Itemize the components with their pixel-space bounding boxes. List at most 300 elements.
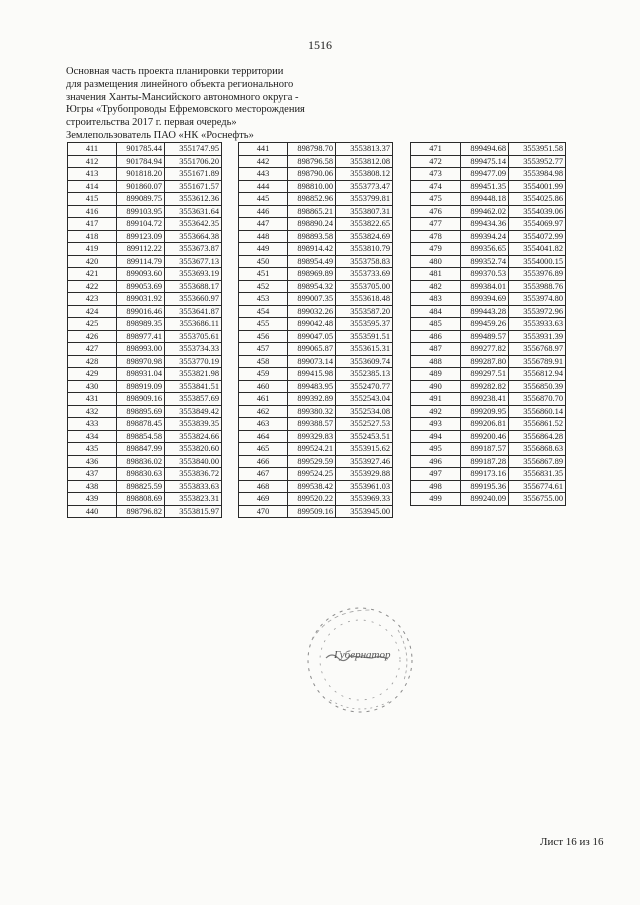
x-coordinate-cell: 899388.57 bbox=[288, 418, 336, 431]
y-coordinate-cell: 3553705.61 bbox=[165, 330, 222, 343]
point-number-cell: 453 bbox=[239, 293, 288, 306]
table-row bbox=[411, 418, 566, 431]
x-coordinate-cell: 899448.18 bbox=[461, 193, 509, 206]
table-row bbox=[68, 455, 222, 468]
y-coordinate-cell: 3553933.63 bbox=[509, 318, 566, 331]
table-row bbox=[68, 330, 222, 343]
point-number-cell: 413 bbox=[68, 168, 117, 181]
x-coordinate-cell: 899394.69 bbox=[461, 293, 509, 306]
point-number-cell: 475 bbox=[411, 193, 461, 206]
x-coordinate-cell: 899370.53 bbox=[461, 268, 509, 281]
x-coordinate-cell: 898954.49 bbox=[288, 255, 336, 268]
table-row bbox=[411, 430, 566, 443]
y-coordinate-cell: 3553974.80 bbox=[509, 293, 566, 306]
heading-line: Основная часть проекта планировки территории bbox=[66, 66, 284, 77]
point-number-cell: 429 bbox=[68, 368, 117, 381]
y-coordinate-cell: 3553815.97 bbox=[165, 505, 222, 518]
x-coordinate-cell: 899384.01 bbox=[461, 280, 509, 293]
y-coordinate-cell: 3553773.47 bbox=[336, 180, 393, 193]
y-coordinate-cell: 3553641.87 bbox=[165, 305, 222, 318]
x-coordinate-cell: 899114.79 bbox=[117, 255, 165, 268]
table-row bbox=[239, 368, 393, 381]
table-row bbox=[68, 355, 222, 368]
y-coordinate-cell: 3553807.31 bbox=[336, 205, 393, 218]
y-coordinate-cell: 3553595.37 bbox=[336, 318, 393, 331]
table-row bbox=[239, 205, 393, 218]
x-coordinate-cell: 899415.98 bbox=[288, 368, 336, 381]
table-row bbox=[411, 405, 566, 418]
table-row bbox=[68, 430, 222, 443]
y-coordinate-cell: 3553945.00 bbox=[336, 505, 393, 518]
x-coordinate-cell: 899329.83 bbox=[288, 430, 336, 443]
y-coordinate-cell: 3552527.53 bbox=[336, 418, 393, 431]
point-number-cell: 460 bbox=[239, 380, 288, 393]
y-coordinate-cell: 3554041.82 bbox=[509, 243, 566, 256]
point-number-cell: 498 bbox=[411, 480, 461, 493]
table-row bbox=[411, 330, 566, 343]
table-row bbox=[68, 268, 222, 281]
y-coordinate-cell: 3553833.63 bbox=[165, 480, 222, 493]
sheet-footer: Лист 16 из 16 bbox=[540, 836, 604, 848]
x-coordinate-cell: 898865.21 bbox=[288, 205, 336, 218]
y-coordinate-cell: 3553631.64 bbox=[165, 205, 222, 218]
y-coordinate-cell: 3556774.61 bbox=[509, 480, 566, 493]
table-row bbox=[68, 418, 222, 431]
point-number-cell: 463 bbox=[239, 418, 288, 431]
table-row bbox=[68, 443, 222, 456]
table-row bbox=[68, 505, 222, 518]
point-number-cell: 478 bbox=[411, 230, 461, 243]
y-coordinate-cell: 3554000.15 bbox=[509, 255, 566, 268]
y-coordinate-cell: 3553976.89 bbox=[509, 268, 566, 281]
point-number-cell: 489 bbox=[411, 368, 461, 381]
table-row bbox=[68, 305, 222, 318]
x-coordinate-cell: 898993.00 bbox=[117, 343, 165, 356]
x-coordinate-cell: 899394.24 bbox=[461, 230, 509, 243]
page-number: 1516 bbox=[308, 38, 332, 52]
table-row bbox=[68, 205, 222, 218]
table-row bbox=[239, 493, 393, 506]
x-coordinate-cell: 898790.06 bbox=[288, 168, 336, 181]
point-number-cell: 449 bbox=[239, 243, 288, 256]
point-number-cell: 433 bbox=[68, 418, 117, 431]
y-coordinate-cell: 3553664.38 bbox=[165, 230, 222, 243]
point-number-cell: 461 bbox=[239, 393, 288, 406]
x-coordinate-cell: 899187.28 bbox=[461, 455, 509, 468]
point-number-cell: 432 bbox=[68, 405, 117, 418]
table-row bbox=[68, 193, 222, 206]
point-number-cell: 496 bbox=[411, 455, 461, 468]
table-row bbox=[239, 405, 393, 418]
point-number-cell: 424 bbox=[68, 305, 117, 318]
x-coordinate-cell: 899065.87 bbox=[288, 343, 336, 356]
y-coordinate-cell: 3553812.08 bbox=[336, 155, 393, 168]
point-number-cell: 418 bbox=[68, 230, 117, 243]
point-number-cell: 477 bbox=[411, 218, 461, 231]
table-row bbox=[239, 268, 393, 281]
point-number-cell: 415 bbox=[68, 193, 117, 206]
point-number-cell: 441 bbox=[239, 143, 288, 156]
table-row bbox=[239, 193, 393, 206]
x-coordinate-cell: 899451.35 bbox=[461, 180, 509, 193]
y-coordinate-cell: 3553799.81 bbox=[336, 193, 393, 206]
y-coordinate-cell: 3553822.65 bbox=[336, 218, 393, 231]
x-coordinate-cell: 898890.24 bbox=[288, 218, 336, 231]
y-coordinate-cell: 3556870.70 bbox=[509, 393, 566, 406]
y-coordinate-cell: 3551747.95 bbox=[165, 143, 222, 156]
x-coordinate-cell: 899007.35 bbox=[288, 293, 336, 306]
y-coordinate-cell: 3551706.20 bbox=[165, 155, 222, 168]
table-row bbox=[239, 243, 393, 256]
x-coordinate-cell: 899173.16 bbox=[461, 468, 509, 481]
point-number-cell: 465 bbox=[239, 443, 288, 456]
x-coordinate-cell: 901784.94 bbox=[117, 155, 165, 168]
y-coordinate-cell: 3553660.97 bbox=[165, 293, 222, 306]
coordinates-table-2 bbox=[238, 142, 393, 518]
table-row bbox=[411, 305, 566, 318]
table-row bbox=[411, 480, 566, 493]
point-number-cell: 499 bbox=[411, 493, 461, 506]
table-row bbox=[411, 230, 566, 243]
point-number-cell: 447 bbox=[239, 218, 288, 231]
y-coordinate-cell: 3553927.46 bbox=[336, 455, 393, 468]
point-number-cell: 434 bbox=[68, 430, 117, 443]
x-coordinate-cell: 899238.41 bbox=[461, 393, 509, 406]
table-row bbox=[411, 255, 566, 268]
y-coordinate-cell: 3553642.35 bbox=[165, 218, 222, 231]
x-coordinate-cell: 899524.21 bbox=[288, 443, 336, 456]
point-number-cell: 450 bbox=[239, 255, 288, 268]
y-coordinate-cell: 3553823.31 bbox=[165, 493, 222, 506]
table-row bbox=[239, 480, 393, 493]
point-number-cell: 435 bbox=[68, 443, 117, 456]
y-coordinate-cell: 3552453.51 bbox=[336, 430, 393, 443]
x-coordinate-cell: 899016.46 bbox=[117, 305, 165, 318]
point-number-cell: 495 bbox=[411, 443, 461, 456]
x-coordinate-cell: 898854.58 bbox=[117, 430, 165, 443]
table-row bbox=[68, 280, 222, 293]
table-row bbox=[411, 455, 566, 468]
point-number-cell: 459 bbox=[239, 368, 288, 381]
x-coordinate-cell: 899509.16 bbox=[288, 505, 336, 518]
table-row bbox=[68, 230, 222, 243]
x-coordinate-cell: 899053.69 bbox=[117, 280, 165, 293]
point-number-cell: 471 bbox=[411, 143, 461, 156]
x-coordinate-cell: 899187.57 bbox=[461, 443, 509, 456]
x-coordinate-cell: 899200.46 bbox=[461, 430, 509, 443]
table-row bbox=[239, 355, 393, 368]
table-row bbox=[239, 155, 393, 168]
y-coordinate-cell: 3556868.63 bbox=[509, 443, 566, 456]
table-row bbox=[239, 143, 393, 156]
y-coordinate-cell: 3553824.66 bbox=[165, 430, 222, 443]
heading-line: значения Ханты-Мансийского автономного округа - bbox=[66, 91, 299, 103]
table-row bbox=[68, 155, 222, 168]
x-coordinate-cell: 899392.89 bbox=[288, 393, 336, 406]
y-coordinate-cell: 3556860.14 bbox=[509, 405, 566, 418]
coordinates-table-1 bbox=[67, 142, 222, 518]
point-number-cell: 479 bbox=[411, 243, 461, 256]
table-row bbox=[239, 305, 393, 318]
table-row bbox=[411, 193, 566, 206]
table-row bbox=[411, 293, 566, 306]
point-number-cell: 467 bbox=[239, 468, 288, 481]
x-coordinate-cell: 899443.28 bbox=[461, 305, 509, 318]
point-number-cell: 446 bbox=[239, 205, 288, 218]
table-row bbox=[411, 368, 566, 381]
official-seal-stamp bbox=[300, 600, 420, 720]
point-number-cell: 494 bbox=[411, 430, 461, 443]
table-row bbox=[411, 443, 566, 456]
point-number-cell: 430 bbox=[68, 380, 117, 393]
x-coordinate-cell: 899287.80 bbox=[461, 355, 509, 368]
point-number-cell: 497 bbox=[411, 468, 461, 481]
heading-line: Югры «Трубопроводы Ефремовского месторождения bbox=[66, 104, 305, 116]
table-row bbox=[68, 318, 222, 331]
point-number-cell: 458 bbox=[239, 355, 288, 368]
y-coordinate-cell: 3554069.97 bbox=[509, 218, 566, 231]
x-coordinate-cell: 898931.04 bbox=[117, 368, 165, 381]
y-coordinate-cell: 3553758.83 bbox=[336, 255, 393, 268]
x-coordinate-cell: 899529.59 bbox=[288, 455, 336, 468]
table-row bbox=[239, 180, 393, 193]
y-coordinate-cell: 3556812.94 bbox=[509, 368, 566, 381]
x-coordinate-cell: 901785.44 bbox=[117, 143, 165, 156]
y-coordinate-cell: 3554025.86 bbox=[509, 193, 566, 206]
point-number-cell: 473 bbox=[411, 168, 461, 181]
y-coordinate-cell: 3553810.79 bbox=[336, 243, 393, 256]
x-coordinate-cell: 898969.89 bbox=[288, 268, 336, 281]
point-number-cell: 468 bbox=[239, 480, 288, 493]
x-coordinate-cell: 898796.82 bbox=[117, 505, 165, 518]
table-row bbox=[239, 505, 393, 518]
heading-line: строительства 2017 г. первая очередь» bbox=[66, 117, 237, 129]
y-coordinate-cell: 3553705.00 bbox=[336, 280, 393, 293]
x-coordinate-cell: 899104.72 bbox=[117, 218, 165, 231]
x-coordinate-cell: 899047.05 bbox=[288, 330, 336, 343]
table-row bbox=[68, 468, 222, 481]
x-coordinate-cell: 899489.57 bbox=[461, 330, 509, 343]
x-coordinate-cell: 899032.26 bbox=[288, 305, 336, 318]
point-number-cell: 451 bbox=[239, 268, 288, 281]
x-coordinate-cell: 899093.60 bbox=[117, 268, 165, 281]
point-number-cell: 472 bbox=[411, 155, 461, 168]
y-coordinate-cell: 3552534.08 bbox=[336, 405, 393, 418]
y-coordinate-cell: 3553820.60 bbox=[165, 443, 222, 456]
y-coordinate-cell: 3554001.99 bbox=[509, 180, 566, 193]
y-coordinate-cell: 3553609.74 bbox=[336, 355, 393, 368]
x-coordinate-cell: 899352.74 bbox=[461, 255, 509, 268]
x-coordinate-cell: 899477.09 bbox=[461, 168, 509, 181]
table-row bbox=[239, 393, 393, 406]
point-number-cell: 445 bbox=[239, 193, 288, 206]
x-coordinate-cell: 899483.95 bbox=[288, 380, 336, 393]
y-coordinate-cell: 3553615.31 bbox=[336, 343, 393, 356]
y-coordinate-cell: 3553770.19 bbox=[165, 355, 222, 368]
y-coordinate-cell: 3553612.36 bbox=[165, 193, 222, 206]
x-coordinate-cell: 899380.32 bbox=[288, 405, 336, 418]
table-row bbox=[239, 230, 393, 243]
table-row bbox=[411, 380, 566, 393]
table-row bbox=[239, 418, 393, 431]
point-number-cell: 485 bbox=[411, 318, 461, 331]
point-number-cell: 487 bbox=[411, 343, 461, 356]
y-coordinate-cell: 3553972.96 bbox=[509, 305, 566, 318]
y-coordinate-cell: 3556768.97 bbox=[509, 343, 566, 356]
point-number-cell: 427 bbox=[68, 343, 117, 356]
point-number-cell: 464 bbox=[239, 430, 288, 443]
x-coordinate-cell: 899195.36 bbox=[461, 480, 509, 493]
point-number-cell: 484 bbox=[411, 305, 461, 318]
y-coordinate-cell: 3553841.51 bbox=[165, 380, 222, 393]
point-number-cell: 486 bbox=[411, 330, 461, 343]
point-number-cell: 423 bbox=[68, 293, 117, 306]
table-row bbox=[68, 380, 222, 393]
x-coordinate-cell: 899240.09 bbox=[461, 493, 509, 506]
x-coordinate-cell: 899524.25 bbox=[288, 468, 336, 481]
y-coordinate-cell: 3552385.13 bbox=[336, 368, 393, 381]
table-row bbox=[68, 480, 222, 493]
x-coordinate-cell: 898970.98 bbox=[117, 355, 165, 368]
point-number-cell: 476 bbox=[411, 205, 461, 218]
point-number-cell: 457 bbox=[239, 343, 288, 356]
table-row bbox=[239, 218, 393, 231]
table-row bbox=[68, 405, 222, 418]
y-coordinate-cell: 3551671.89 bbox=[165, 168, 222, 181]
point-number-cell: 462 bbox=[239, 405, 288, 418]
x-coordinate-cell: 898810.00 bbox=[288, 180, 336, 193]
y-coordinate-cell: 3553988.76 bbox=[509, 280, 566, 293]
x-coordinate-cell: 899042.48 bbox=[288, 318, 336, 331]
y-coordinate-cell: 3553808.12 bbox=[336, 168, 393, 181]
table-row bbox=[239, 280, 393, 293]
x-coordinate-cell: 901860.07 bbox=[117, 180, 165, 193]
x-coordinate-cell: 898977.41 bbox=[117, 330, 165, 343]
point-number-cell: 439 bbox=[68, 493, 117, 506]
x-coordinate-cell: 899112.22 bbox=[117, 243, 165, 256]
table-row bbox=[239, 380, 393, 393]
table-row bbox=[68, 343, 222, 356]
x-coordinate-cell: 899356.65 bbox=[461, 243, 509, 256]
y-coordinate-cell: 3553969.33 bbox=[336, 493, 393, 506]
point-number-cell: 456 bbox=[239, 330, 288, 343]
y-coordinate-cell: 3553813.37 bbox=[336, 143, 393, 156]
table-row bbox=[411, 205, 566, 218]
table-row bbox=[411, 218, 566, 231]
point-number-cell: 436 bbox=[68, 455, 117, 468]
table-row bbox=[411, 318, 566, 331]
point-number-cell: 448 bbox=[239, 230, 288, 243]
x-coordinate-cell: 898893.58 bbox=[288, 230, 336, 243]
point-number-cell: 444 bbox=[239, 180, 288, 193]
x-coordinate-cell: 898825.59 bbox=[117, 480, 165, 493]
point-number-cell: 442 bbox=[239, 155, 288, 168]
point-number-cell: 469 bbox=[239, 493, 288, 506]
y-coordinate-cell: 3556755.00 bbox=[509, 493, 566, 506]
y-coordinate-cell: 3553915.62 bbox=[336, 443, 393, 456]
x-coordinate-cell: 898808.69 bbox=[117, 493, 165, 506]
table-row bbox=[411, 493, 566, 506]
y-coordinate-cell: 3553931.39 bbox=[509, 330, 566, 343]
y-coordinate-cell: 3556789.91 bbox=[509, 355, 566, 368]
x-coordinate-cell: 898914.42 bbox=[288, 243, 336, 256]
point-number-cell: 492 bbox=[411, 405, 461, 418]
x-coordinate-cell: 898895.69 bbox=[117, 405, 165, 418]
x-coordinate-cell: 898919.09 bbox=[117, 380, 165, 393]
y-coordinate-cell: 3553734.33 bbox=[165, 343, 222, 356]
y-coordinate-cell: 3553951.58 bbox=[509, 143, 566, 156]
y-coordinate-cell: 3553952.77 bbox=[509, 155, 566, 168]
y-coordinate-cell: 3553591.51 bbox=[336, 330, 393, 343]
y-coordinate-cell: 3551671.57 bbox=[165, 180, 222, 193]
point-number-cell: 412 bbox=[68, 155, 117, 168]
point-number-cell: 490 bbox=[411, 380, 461, 393]
table-row bbox=[411, 343, 566, 356]
y-coordinate-cell: 3556861.52 bbox=[509, 418, 566, 431]
table-row bbox=[239, 318, 393, 331]
point-number-cell: 454 bbox=[239, 305, 288, 318]
x-coordinate-cell: 899209.95 bbox=[461, 405, 509, 418]
table-row bbox=[411, 280, 566, 293]
table-row bbox=[239, 430, 393, 443]
y-coordinate-cell: 3552543.04 bbox=[336, 393, 393, 406]
x-coordinate-cell: 898798.70 bbox=[288, 143, 336, 156]
point-number-cell: 480 bbox=[411, 255, 461, 268]
x-coordinate-cell: 899297.51 bbox=[461, 368, 509, 381]
point-number-cell: 419 bbox=[68, 243, 117, 256]
point-number-cell: 443 bbox=[239, 168, 288, 181]
table-row bbox=[239, 293, 393, 306]
point-number-cell: 414 bbox=[68, 180, 117, 193]
point-number-cell: 426 bbox=[68, 330, 117, 343]
point-number-cell: 455 bbox=[239, 318, 288, 331]
y-coordinate-cell: 3553824.69 bbox=[336, 230, 393, 243]
table-row bbox=[239, 468, 393, 481]
table-row bbox=[411, 468, 566, 481]
x-coordinate-cell: 898852.96 bbox=[288, 193, 336, 206]
x-coordinate-cell: 898796.58 bbox=[288, 155, 336, 168]
point-number-cell: 474 bbox=[411, 180, 461, 193]
table-row bbox=[68, 218, 222, 231]
x-coordinate-cell: 898830.63 bbox=[117, 468, 165, 481]
y-coordinate-cell: 3554072.99 bbox=[509, 230, 566, 243]
table-row bbox=[68, 168, 222, 181]
table-row bbox=[239, 455, 393, 468]
point-number-cell: 437 bbox=[68, 468, 117, 481]
x-coordinate-cell: 898847.99 bbox=[117, 443, 165, 456]
table-row bbox=[68, 293, 222, 306]
y-coordinate-cell: 3553840.00 bbox=[165, 455, 222, 468]
y-coordinate-cell: 3553984.98 bbox=[509, 168, 566, 181]
y-coordinate-cell: 3553839.35 bbox=[165, 418, 222, 431]
x-coordinate-cell: 899538.42 bbox=[288, 480, 336, 493]
y-coordinate-cell: 3553836.72 bbox=[165, 468, 222, 481]
table-row bbox=[411, 168, 566, 181]
y-coordinate-cell: 3553693.19 bbox=[165, 268, 222, 281]
y-coordinate-cell: 3552470.77 bbox=[336, 380, 393, 393]
y-coordinate-cell: 3553677.13 bbox=[165, 255, 222, 268]
table-row bbox=[411, 143, 566, 156]
y-coordinate-cell: 3556864.28 bbox=[509, 430, 566, 443]
y-coordinate-cell: 3553673.87 bbox=[165, 243, 222, 256]
point-number-cell: 417 bbox=[68, 218, 117, 231]
y-coordinate-cell: 3553686.11 bbox=[165, 318, 222, 331]
y-coordinate-cell: 3553857.69 bbox=[165, 393, 222, 406]
heading-line: для размещения линейного объекта регионального bbox=[66, 78, 294, 90]
table-row bbox=[239, 168, 393, 181]
point-number-cell: 493 bbox=[411, 418, 461, 431]
table-row bbox=[239, 255, 393, 268]
